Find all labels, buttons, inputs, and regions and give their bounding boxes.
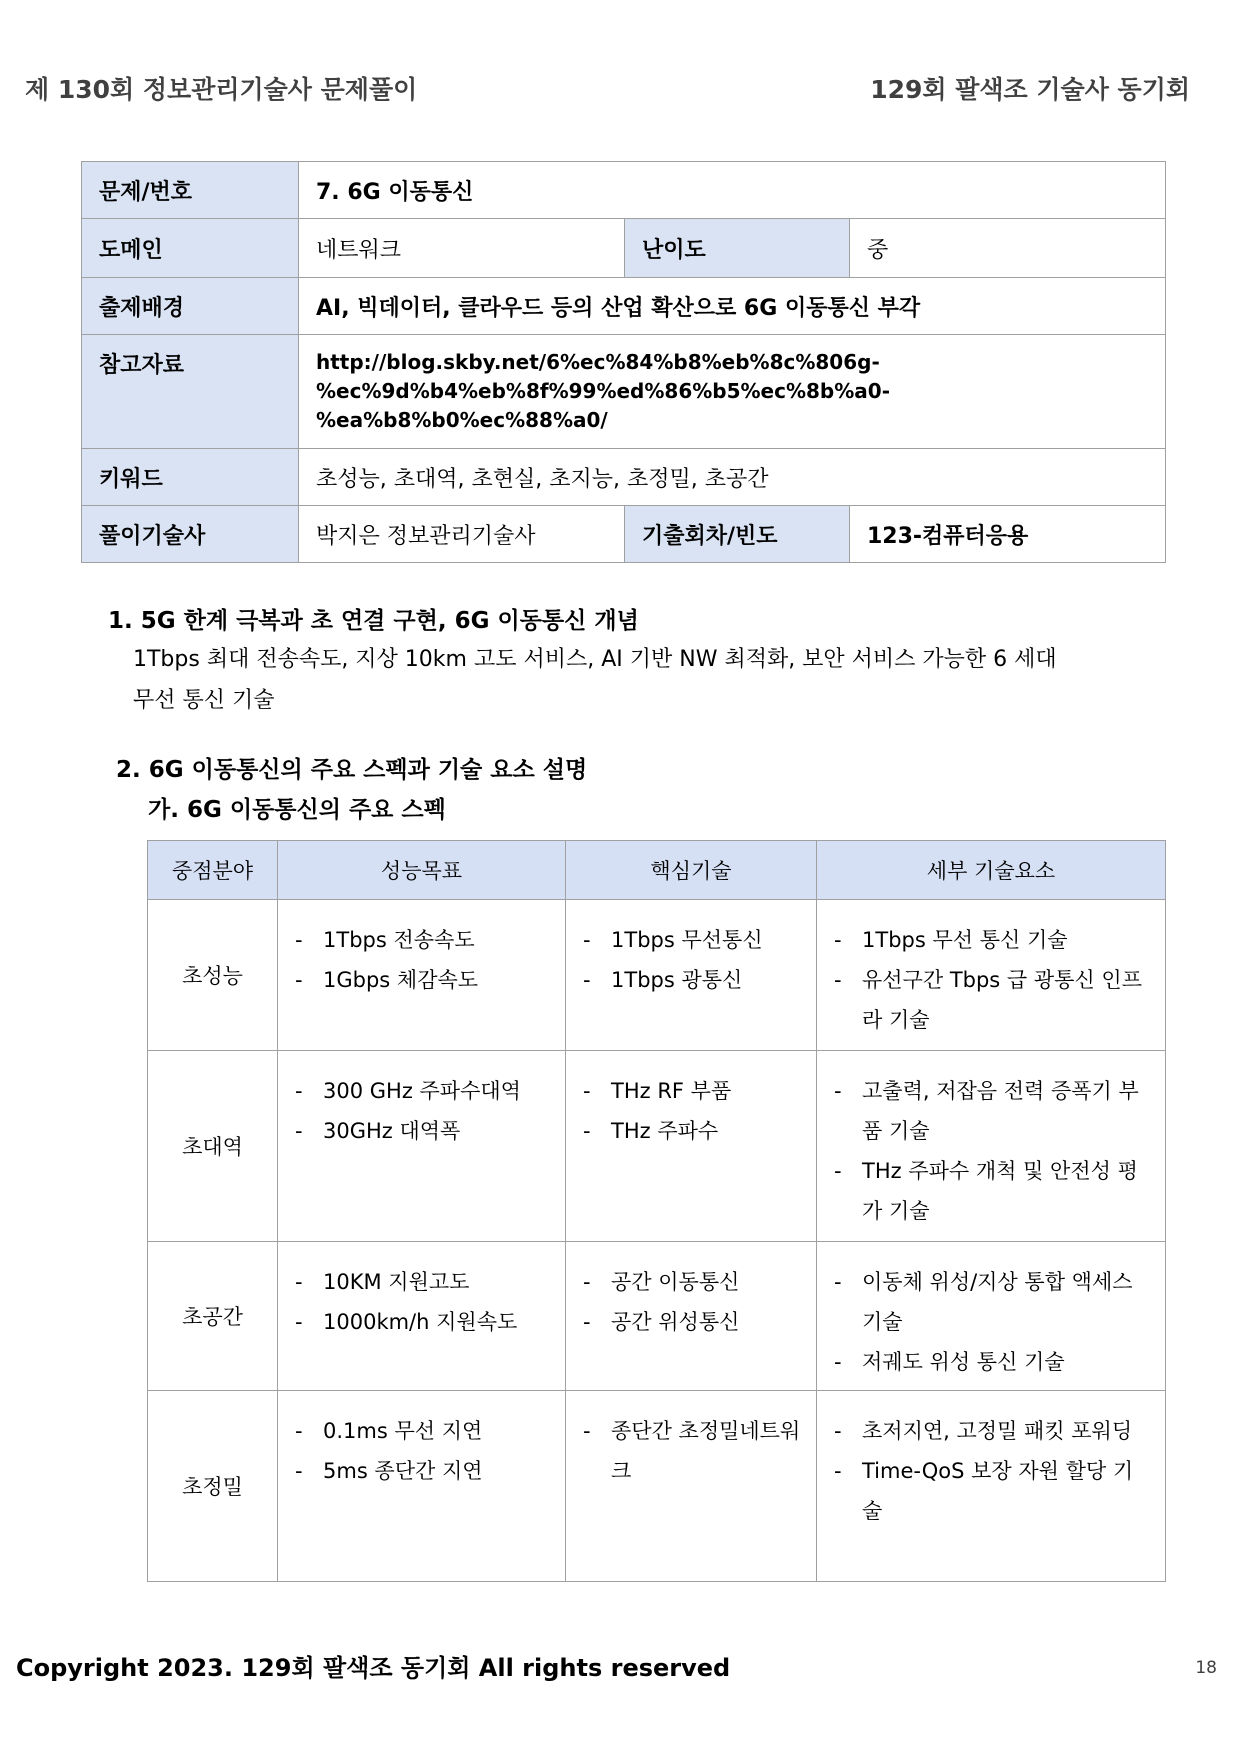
tech-list <box>583 1071 804 1151</box>
section1-heading: 1. 5G 한계 극복과 초 연결 구현, 6G 이동통신 개념 <box>108 608 639 634</box>
table-row <box>148 1391 1166 1582</box>
goals-list <box>295 920 553 1000</box>
row-label: 초대역 <box>148 1051 278 1242</box>
reference-url-line: %ea%b8%b0%ec%88%a0/ <box>316 408 608 432</box>
details-list <box>834 1411 1153 1531</box>
goals-list <box>295 1411 553 1491</box>
details-list <box>834 1071 1153 1231</box>
background-label: 출제배경 <box>82 278 299 335</box>
spec-header-row <box>148 841 1166 900</box>
list-item: - THz 주파수 개척 및 안전성 평가 기술 <box>834 1151 1153 1231</box>
section1-body-line: 무선 통신 기술 <box>133 688 275 713</box>
goals-list <box>295 1071 553 1151</box>
list-item: - THz RF 부품 <box>583 1071 804 1111</box>
page-header-group: 129회 팔색조 기술사 동기회 <box>870 75 1190 104</box>
background-row <box>82 278 1166 335</box>
page-header-title: 제 130회 정보관리기술사 문제풀이 <box>25 75 418 104</box>
list-item: - Time-QoS 보장 자원 할당 기술 <box>834 1451 1153 1531</box>
section1-body <box>133 639 1057 721</box>
row-label: 초정밀 <box>148 1391 278 1582</box>
background-value: AI, 빅데이터, 클라우드 등의 산업 확산으로 6G 이동통신 부각 <box>299 278 1166 335</box>
goals-cell <box>278 1051 566 1242</box>
list-item: - 30GHz 대역폭 <box>295 1111 553 1151</box>
reference-url-line: %ec%9d%b4%eb%8f%99%ed%86%b5%ec%8b%a0- <box>316 379 890 403</box>
difficulty-value: 중 <box>850 219 1166 278</box>
details-cell <box>817 900 1166 1051</box>
section2-heading: 2. 6G 이동통신의 주요 스펙과 기술 요소 설명 <box>116 757 588 783</box>
problem-info-table <box>81 161 1166 563</box>
copyright-footer: Copyright 2023. 129회 팔색조 동기회 All rights reserved <box>16 1654 731 1682</box>
list-item: - 이동체 위성/지상 통합 액세스 기술 <box>834 1262 1153 1342</box>
page-number: 18 <box>1195 1658 1217 1678</box>
exam-value: 123-컴퓨터응용 <box>850 506 1166 563</box>
column-header-detail-tech: 세부 기술요소 <box>817 841 1166 900</box>
problem-value: 7. 6G 이동통신 <box>299 162 1166 219</box>
keywords-label: 키워드 <box>82 449 299 506</box>
reference-label: 참고자료 <box>82 335 299 449</box>
list-item: - 1Tbps 전송속도 <box>295 920 553 960</box>
list-item: - 공간 위성통신 <box>583 1302 804 1342</box>
details-cell <box>817 1051 1166 1242</box>
list-item: - 1Tbps 무선통신 <box>583 920 804 960</box>
tech-list <box>583 1262 804 1342</box>
reference-row <box>82 335 1166 449</box>
difficulty-label: 난이도 <box>625 219 850 278</box>
list-item: - 초저지연, 고정밀 패킷 포워딩 <box>834 1411 1153 1451</box>
section1-body-line: 1Tbps 최대 전송속도, 지상 10km 고도 서비스, AI 기반 NW 최적화, 보안 서비스 가능한 6 세대 <box>133 647 1057 672</box>
tech-cell <box>566 1242 817 1391</box>
list-item: - 300 GHz 주파수대역 <box>295 1071 553 1111</box>
tech-cell <box>566 1051 817 1242</box>
reference-url-line: http://blog.skby.net/6%ec%84%b8%eb%8c%806g- <box>316 350 880 374</box>
details-cell <box>817 1391 1166 1582</box>
problem-row <box>82 162 1166 219</box>
list-item: - 1000km/h 지원속도 <box>295 1302 553 1342</box>
reference-value <box>299 335 1166 449</box>
tech-cell <box>566 1391 817 1582</box>
list-item: - 1Tbps 무선 통신 기술 <box>834 920 1153 960</box>
spec-table <box>147 840 1166 1582</box>
keywords-row <box>82 449 1166 506</box>
goals-cell <box>278 900 566 1051</box>
tech-cell <box>566 900 817 1051</box>
details-list <box>834 1262 1153 1382</box>
list-item: - 1Gbps 체감속도 <box>295 960 553 1000</box>
goals-list <box>295 1262 553 1342</box>
column-header-goal: 성능목표 <box>278 841 566 900</box>
row-label: 초성능 <box>148 900 278 1051</box>
table-row <box>148 900 1166 1051</box>
details-list <box>834 920 1153 1040</box>
row-label: 초공간 <box>148 1242 278 1391</box>
list-item: - 5ms 종단간 지연 <box>295 1451 553 1491</box>
table-row <box>148 1242 1166 1391</box>
exam-label: 기출회차/빈도 <box>625 506 850 563</box>
keywords-value: 초성능, 초대역, 초현실, 초지능, 초정밀, 초공간 <box>299 449 1166 506</box>
solver-label: 풀이기술사 <box>82 506 299 563</box>
list-item: - THz 주파수 <box>583 1111 804 1151</box>
tech-list <box>583 920 804 1000</box>
domain-label: 도메인 <box>82 219 299 278</box>
tech-list <box>583 1411 804 1491</box>
list-item: - 1Tbps 광통신 <box>583 960 804 1000</box>
section2-subheading: 가. 6G 이동통신의 주요 스펙 <box>148 797 446 823</box>
column-header-focus: 중점분야 <box>148 841 278 900</box>
goals-cell <box>278 1391 566 1582</box>
problem-label: 문제/번호 <box>82 162 299 219</box>
goals-cell <box>278 1242 566 1391</box>
details-cell <box>817 1242 1166 1391</box>
domain-value: 네트워크 <box>299 219 625 278</box>
list-item: - 공간 이동통신 <box>583 1262 804 1302</box>
list-item: - 저궤도 위성 통신 기술 <box>834 1342 1153 1382</box>
list-item: - 유선구간 Tbps 급 광통신 인프라 기술 <box>834 960 1153 1040</box>
solver-value: 박지은 정보관리기술사 <box>299 506 625 563</box>
domain-row <box>82 219 1166 278</box>
list-item: - 10KM 지원고도 <box>295 1262 553 1302</box>
table-row <box>148 1051 1166 1242</box>
solver-row <box>82 506 1166 563</box>
list-item: - 0.1ms 무선 지연 <box>295 1411 553 1451</box>
column-header-core-tech: 핵심기술 <box>566 841 817 900</box>
list-item: - 고출력, 저잡음 전력 증폭기 부품 기술 <box>834 1071 1153 1151</box>
list-item: - 종단간 초정밀네트워크 <box>583 1411 804 1491</box>
